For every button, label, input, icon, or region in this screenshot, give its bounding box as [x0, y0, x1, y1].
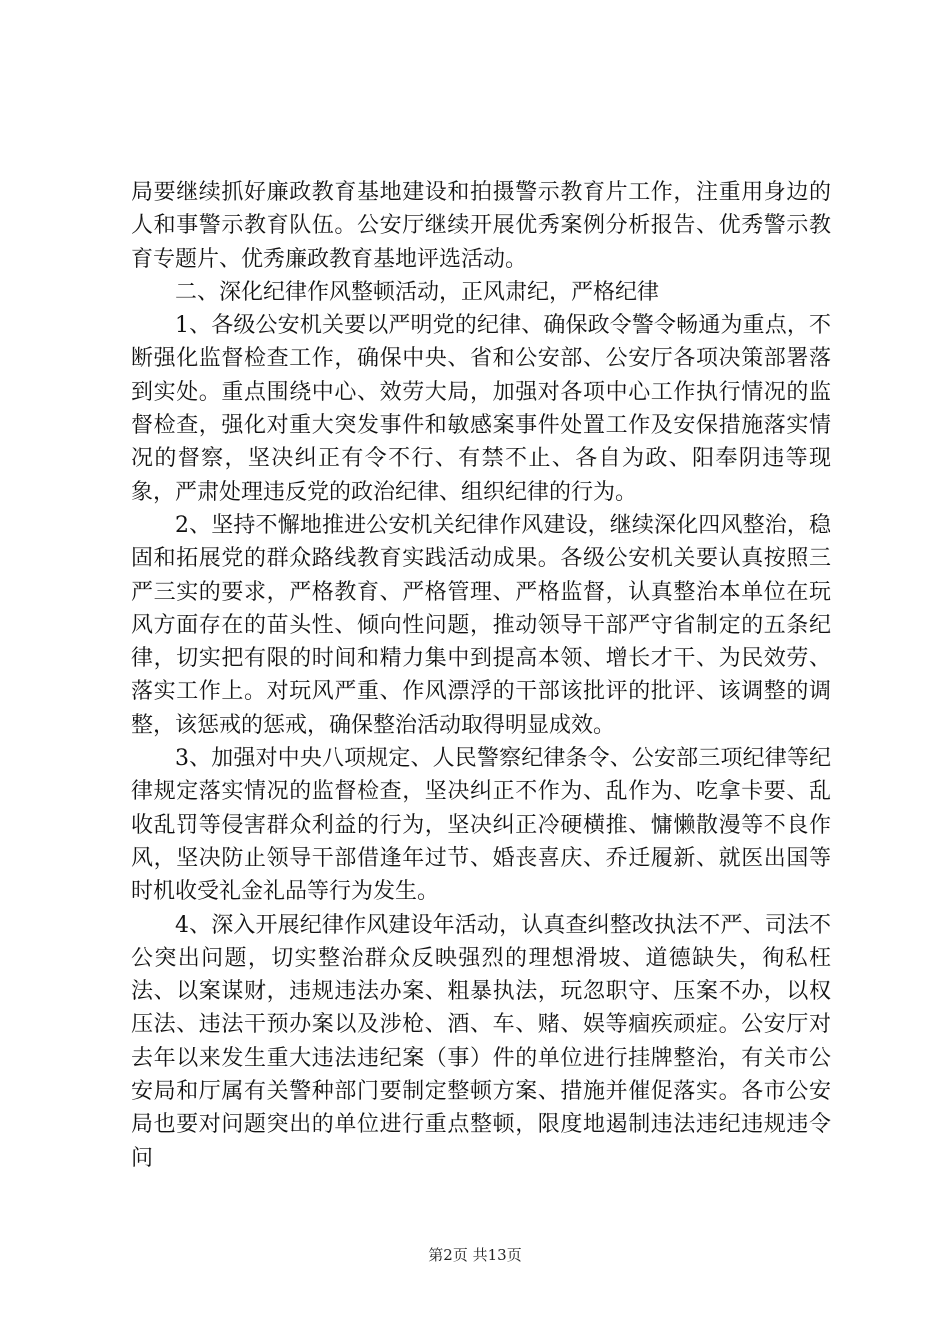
paragraph-continuation: 局要继续抓好廉政教育基地建设和拍摄警示教育片工作，注重用身边的人和事警示教育队伍。公安厅继续开展优秀案例分析报告、优秀警示教育专题片、优秀廉政教育基地评选活动。 [131, 180, 831, 272]
paragraph-item-4: 4、深入开展纪律作风建设年活动，认真查纠整改执法不严、司法不公突出问题，切实整治群众反映强烈的理想滑坡、道德缺失，徇私枉法、以案谋财，违规违法办案、粗暴执法，玩忽职守、压案不办，以权压法、违法干预办案以及涉枪、酒、车、赌、娱等痼疾顽症。公安厅对去年以来发生重大违法违纪案（事）件的单位进行挂牌整治，有关市公安局和厅属有关警种部门要制定整顿方案、措施并催促落实。各市公安局也要对问题突出的单位进行重点整顿，限度地遏制违法违纪违规违令问 [131, 912, 831, 1171]
section-heading: 二、深化纪律作风整顿活动，正风肃纪，严格纪律 [175, 279, 660, 305]
document-body [131, 176, 831, 1175]
paragraph-item-2: 2、坚持不懈地推进公安机关纪律作风建设，继续深化四风整治，稳固和拓展党的群众路线教育实践活动成果。各级公安机关要认真按照三严三实的要求，严格教育、严格管理、严格监督，认真整治本单位在玩风方面存在的苗头性、倾向性问题，推动领导干部严守省制定的五条纪律，切实把有限的时间和精力集中到提高本领、增长才干、为民效劳、落实工作上。对玩风严重、作风漂浮的干部该批评的批评、该调整的调整，该惩戒的惩戒，确保整治活动取得明显成效。 [131, 512, 831, 738]
page-number-label: 第2页 共13页 [428, 1246, 522, 1264]
paragraph-item-3: 3、加强对中央八项规定、人民警察纪律条令、公安部三项纪律等纪律规定落实情况的监督检查，坚决纠正不作为、乱作为、吃拿卡要、乱收乱罚等侵害群众利益的行为，坚决纠正冷硬横推、慵懒散漫等不良作风，坚决防止领导干部借逢年过节、婚丧喜庆、乔迁履新、就医出国等时机收受礼金礼品等行为发生。 [131, 746, 831, 905]
page-footer [0, 1244, 950, 1265]
paragraph-item-1: 1、各级公安机关要以严明党的纪律、确保政令警令畅通为重点，不断强化监督检查工作，确保中央、省和公安部、公安厅各项决策部署落到实处。重点围绕中心、效劳大局，加强对各项中心工作执行情况的监督检查，强化对重大突发事件和敏感案事件处置工作及安保措施落实情况的督察，坚决纠正有令不行、有禁不止、各自为政、阳奉阴违等现象，严肃处理违反党的政治纪律、组织纪律的行为。 [131, 313, 831, 505]
